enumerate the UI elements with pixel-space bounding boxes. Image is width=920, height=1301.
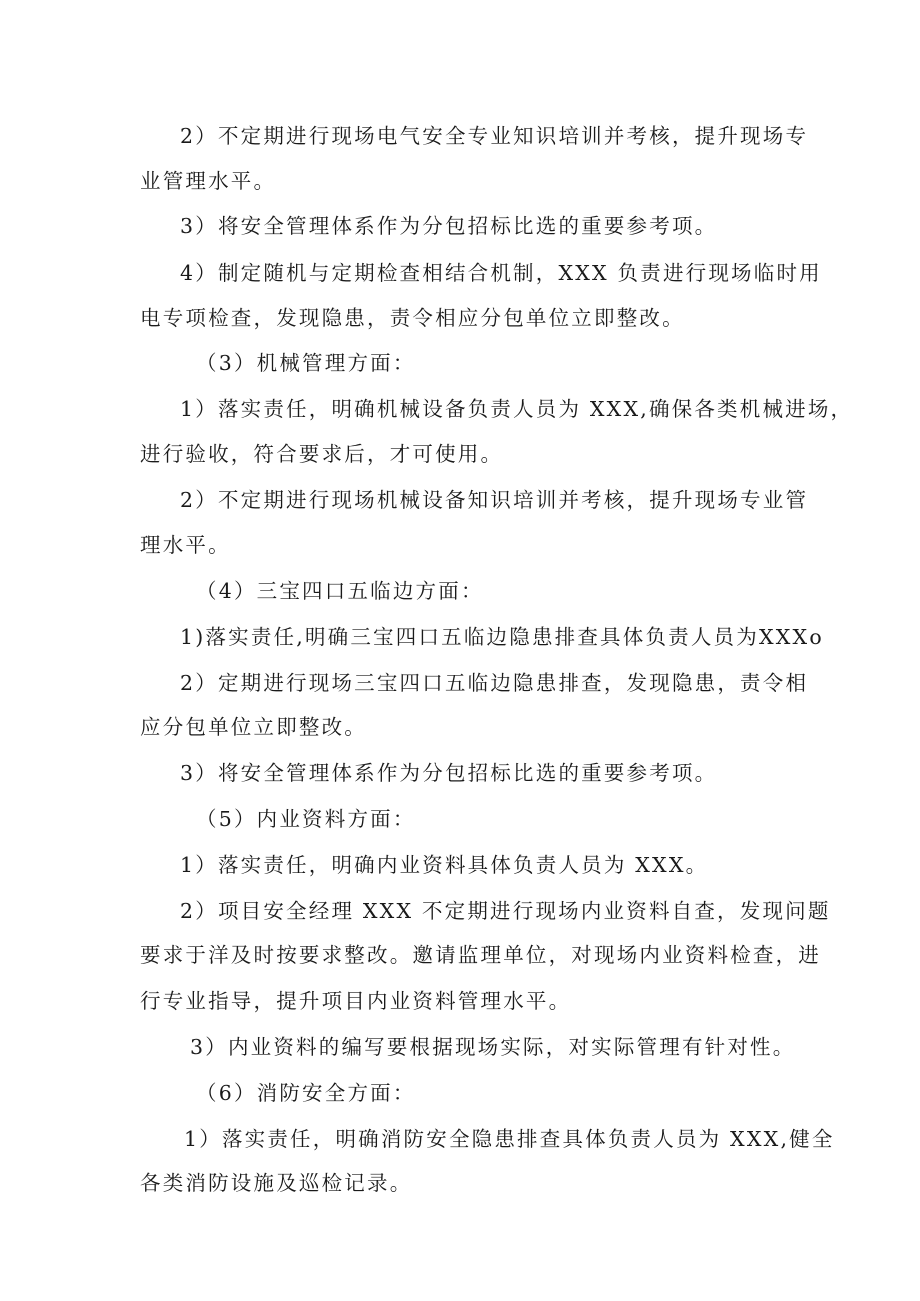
paragraph-line: 2）项目安全经理 XXX 不定期进行现场内业资料自查，发现问题 <box>180 899 831 923</box>
paragraph-line: 2）定期进行现场三宝四口五临边隐患排查，发现隐患，责令相 <box>180 671 809 695</box>
paragraph-line: 理水平。 <box>140 533 231 557</box>
paragraph-line: 1）落实责任，明确内业资料具体负责人员为 XXX。 <box>180 853 709 877</box>
paragraph-line: 电专项检查，发现隐患，责令相应分包单位立即整改。 <box>140 306 685 330</box>
paragraph-line: 2）不定期进行现场电气安全专业知识培训并考核，提升现场专 <box>180 124 809 148</box>
section-heading: （3）机械管理方面： <box>196 351 416 375</box>
paragraph-line: 进行验收，符合要求后，才可使用。 <box>140 442 504 466</box>
section-heading: （4）三宝四口五临边方面： <box>196 579 484 603</box>
paragraph-line: 各类消防设施及巡检记录。 <box>140 1171 413 1195</box>
paragraph-line: 3）将安全管理体系作为分包招标比选的重要参考项。 <box>180 214 718 238</box>
section-heading: （6）消防安全方面： <box>196 1081 416 1105</box>
section-heading: （5）内业资料方面： <box>196 807 416 831</box>
paragraph-line: 行专业指导，提升项目内业资料管理水平。 <box>140 989 572 1013</box>
paragraph-line: 3）将安全管理体系作为分包招标比选的重要参考项。 <box>180 761 718 785</box>
paragraph-line: 应分包单位立即整改。 <box>140 715 367 739</box>
paragraph-line: 1）落实责任，明确机械设备负责人员为 XXX,确保各类机械进场， <box>180 397 854 421</box>
paragraph-line: 4）制定随机与定期检查相结合机制，XXX 负责进行现场临时用 <box>180 261 822 285</box>
paragraph-line: 要求于洋及时按要求整改。邀请监理单位，对现场内业资料检查，进 <box>140 943 821 967</box>
paragraph-line: 1)落实责任,明确三宝四口五临边隐患排查具体负责人员为XXXo <box>180 625 824 649</box>
paragraph-line: 1）落实责任，明确消防安全隐患排查具体负责人员为 XXX,健全 <box>184 1127 835 1151</box>
paragraph-line: 业管理水平。 <box>140 169 277 193</box>
paragraph-line: 2）不定期进行现场机械设备知识培训并考核，提升现场专业管 <box>180 488 809 512</box>
paragraph-line: 3）内业资料的编写要根据现场实际，对实际管理有针对性。 <box>190 1035 796 1059</box>
